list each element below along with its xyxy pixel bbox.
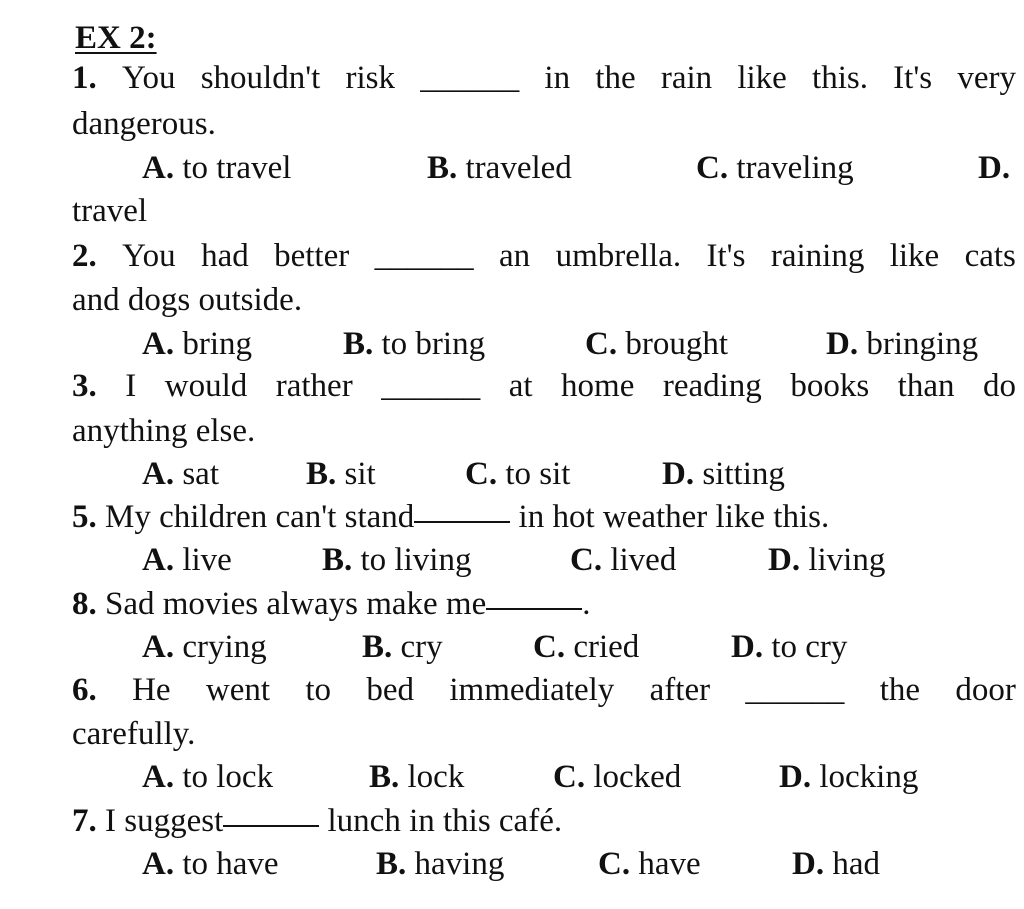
question-word: better [274,238,350,274]
question-word: the [879,672,921,708]
question-word: door [955,672,1016,708]
question-1-line-1 [72,58,1016,98]
question-2-line-1 [72,236,1016,276]
question-word: shouldn't [200,60,321,96]
question-text-after: lunch in this café. [327,803,563,839]
answer-blank [486,607,582,610]
question-word: than [897,368,955,404]
question-number: 5. [72,499,97,535]
question-word: like [737,60,787,96]
question-word: It's [706,238,746,274]
question-word: went [205,672,271,708]
question-8-line [72,584,591,624]
question-6-option-c: C. locked [553,759,682,795]
question-word: would [164,368,248,404]
question-3-option-d: D. sitting [662,456,785,492]
question-word: books [790,368,870,404]
question-word: You [121,60,176,96]
question-word: immediately [449,672,615,708]
question-number: 6. [72,672,97,708]
answer-blank [414,520,510,523]
question-number: 1. [72,60,97,96]
question-7-option-c: C. have [598,846,701,882]
question-3-option-b: B. sit [306,456,376,492]
question-word: reading [662,368,762,404]
answer-blank: ______ [374,238,474,274]
question-2-option-a: A. bring [142,326,253,362]
question-word: in [544,60,571,96]
question-5-option-a: A. live [142,542,232,578]
answer-blank: ______ [420,60,520,96]
question-word: do [982,368,1016,404]
question-word: risk [345,60,396,96]
question-8-option-c: C. cried [533,629,640,665]
answer-blank [223,824,319,827]
question-word: to [305,672,332,708]
question-1-option-d: D. [978,150,1011,186]
question-word: It's [893,60,933,96]
question-word: You [122,238,176,274]
question-number: 8. [72,586,97,622]
question-6-option-a: A. to lock [142,759,274,795]
question-3-line-2: anything else. [72,413,256,449]
question-text-before: Sad movies always make me [105,586,487,622]
answer-blank: ______ [381,368,481,404]
question-text-after: in hot weather like this. [518,499,830,535]
question-word: raining [770,238,865,274]
question-word: like [889,238,940,274]
question-3-option-c: C. to sit [465,456,571,492]
question-word: very [957,60,1016,96]
question-7-option-b: B. having [376,846,505,882]
question-text-before: My children can't stand [105,499,415,535]
question-number: 3. [72,368,97,404]
question-3-option-a: A. sat [142,456,220,492]
question-7-option-a: A. to have [142,846,279,882]
question-1-option-c: C. traveling [696,150,854,186]
question-8-option-d: D. to cry [731,629,848,665]
question-8-option-a: A. crying [142,629,267,665]
question-word: after [649,672,711,708]
answer-blank: ______ [745,672,845,708]
question-word: I [125,368,137,404]
question-7-option-d: D. had [792,846,880,882]
question-6-option-d: D. locking [779,759,919,795]
question-6-line-2: carefully. [72,716,196,752]
question-word: rain [660,60,713,96]
question-1-wrapped-option: travel [72,193,148,229]
question-word: rather [275,368,353,404]
question-word: had [201,238,249,274]
question-1-option-b: B. traveled [427,150,572,186]
question-1-line-2: dangerous. [72,106,216,142]
question-word: umbrella. [555,238,682,274]
question-5-option-c: C. lived [570,542,677,578]
question-3-line-1 [72,366,1016,406]
question-8-option-b: B. cry [362,629,443,665]
question-6-option-b: B. lock [369,759,465,795]
question-word: He [132,672,171,708]
question-5-option-b: B. to living [322,542,472,578]
question-2-option-c: C. brought [585,326,729,362]
exercise-title: EX 2: [75,20,157,56]
question-number: 7. [72,803,97,839]
question-2-line-2: and dogs outside. [72,282,303,318]
question-text-before: I suggest [105,803,224,839]
question-word: cats [964,238,1016,274]
question-5-option-d: D. living [768,542,886,578]
question-2-option-b: B. to bring [343,326,486,362]
question-word: home [561,368,635,404]
question-6-line-1 [72,670,1016,710]
question-2-option-d: D. bringing [826,326,979,362]
question-word: at [508,368,533,404]
question-word: bed [366,672,415,708]
question-5-line [72,497,829,537]
question-number: 2. [72,238,97,274]
question-word: the [595,60,636,96]
question-1-option-a: A. to travel [142,150,292,186]
question-word: an [499,238,531,274]
question-word: this. [812,60,868,96]
question-text-after: . [582,586,591,622]
question-7-line [72,801,562,841]
